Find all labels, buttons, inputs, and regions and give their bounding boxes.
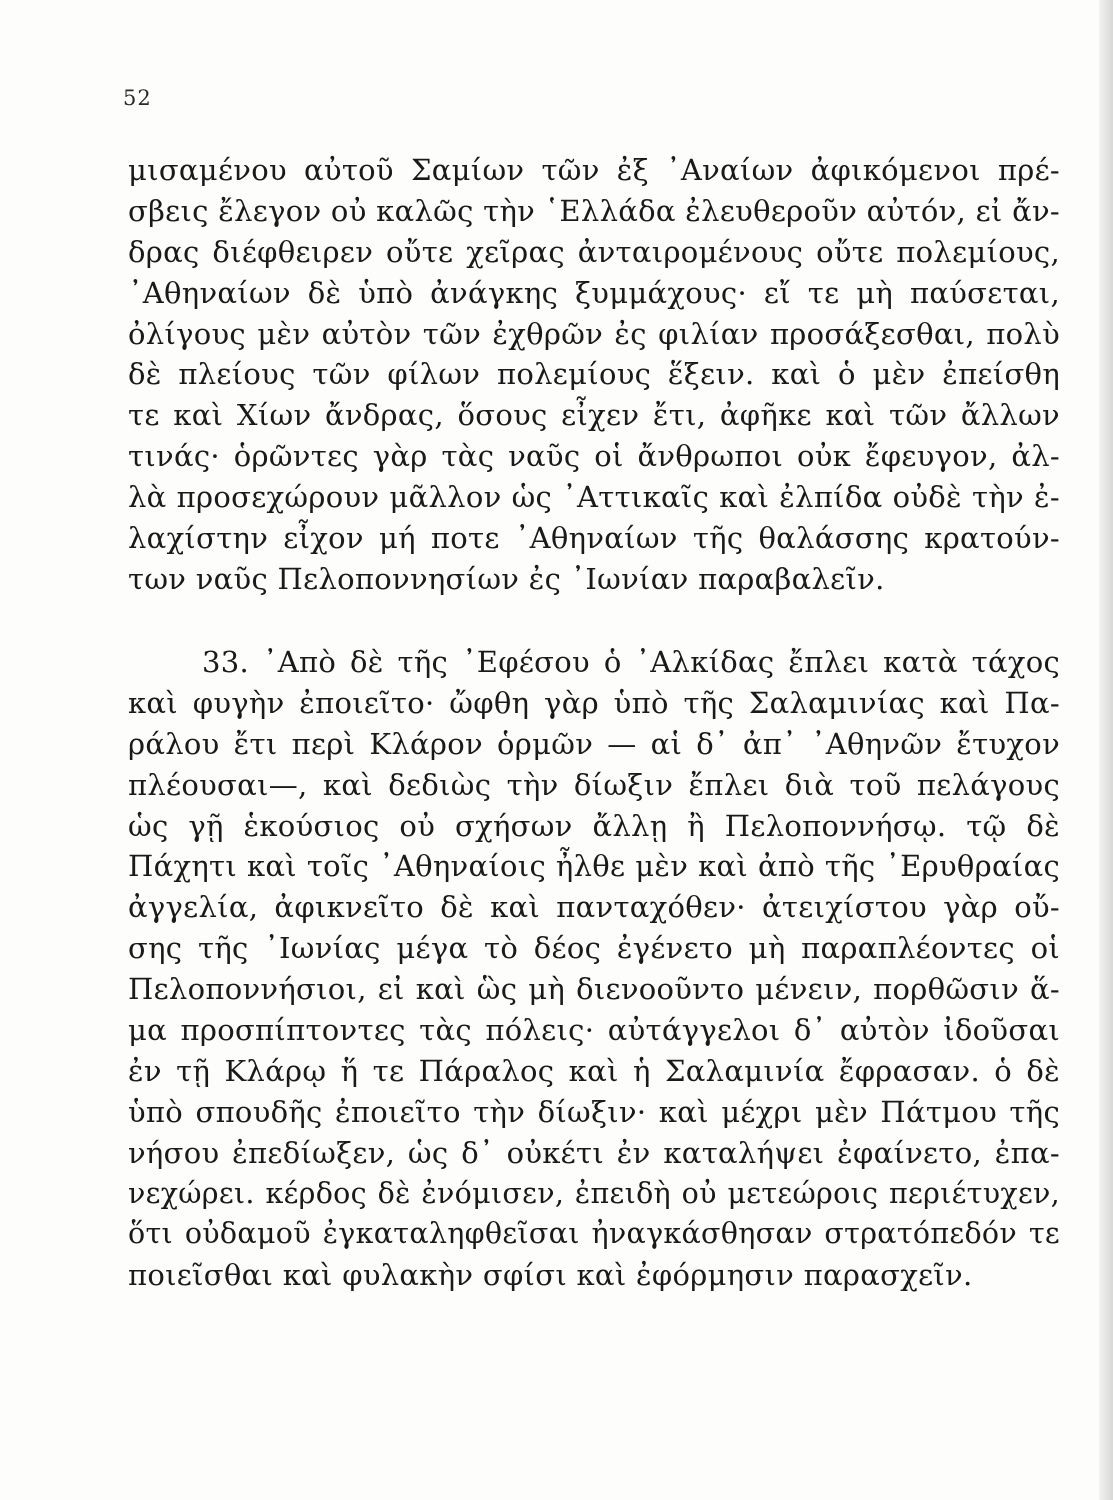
text-line: μα προσπίπτοντες τὰς πόλεις· αὐτάγγελοι δ᾿ αὐτὸν ἰδοῦσαι	[128, 1013, 1060, 1048]
paragraph-2	[128, 642, 1060, 1296]
text-line: νήσου ἐπεδίωξεν, ὡς δ᾿ οὐκέτι ἐν καταλήψει ἐφαίνετο, ἐπα-	[128, 1135, 1060, 1170]
text-line: ὀλίγους μὲν αὐτὸν τῶν ἐχθρῶν ἐς φιλίαν προσάξεσθαι, πολὺ	[128, 316, 1060, 351]
text-line: 33. ᾿Απὸ δὲ τῆς ᾿Εφέσου ὁ ᾿Αλκίδας ἔπλει κατὰ τάχος	[202, 645, 1060, 679]
text-line: σης τῆς ᾿Ιωνίας μέγα τὸ δέος ἐγένετο μὴ παραπλέοντες οἱ	[128, 931, 1060, 966]
text-line: ὡς γῇ ἑκούσιος οὐ σχήσων ἄλλῃ ἢ Πελοποννήσῳ. τῷ δὲ	[128, 808, 1060, 843]
text-line: σβεις ἔλεγον οὐ καλῶς τὴν ῾Ελλάδα ἐλευθεροῦν αὐτόν, εἰ ἄν-	[128, 193, 1060, 228]
text-line: πλέουσαι—, καὶ δεδιὼς τὴν δίωξιν ἔπλει διὰ τοῦ πελάγους	[128, 767, 1060, 802]
text-line: λαχίστην εἶχον μή ποτε ᾿Αθηναίων τῆς θαλάσσης κρατούν-	[128, 521, 1060, 556]
text-line: μισαμένου αὐτοῦ Σαμίων τῶν ἐξ ᾿Αναίων ἀφικόμενοι πρέ-	[128, 153, 1060, 187]
page-number: 52	[123, 86, 152, 110]
text-line: νεχώρει. κέρδος δὲ ἐνόμισεν, ἐπειδὴ οὐ μετεώροις περιέτυχεν,	[128, 1176, 1060, 1210]
text-line: ράλου ἔτι περὶ Κλάρον ὁρμῶν — αἱ δ᾿ ἀπ᾿ ᾿Αθηνῶν ἔτυχον	[128, 726, 1060, 761]
text-line: ἀγγελία, ἀφικνεῖτο δὲ καὶ πανταχόθεν· ἀτειχίστου γὰρ οὔ-	[128, 890, 1060, 925]
text-line: δρας διέφθειρεν οὔτε χεῖρας ἀνταιρομένους οὔτε πολεμίους,	[128, 234, 1060, 269]
text-line: ᾿Αθηναίων δὲ ὑπὸ ἀνάγκης ξυμμάχους· εἴ τε μὴ παύσεται,	[128, 275, 1060, 310]
text-line: δὲ πλείους τῶν φίλων πολεμίους ἕξειν. καὶ ὁ μὲν ἐπείσθη	[128, 357, 1060, 392]
text-line: λὰ προσεχώρουν μᾶλλον ὡς ᾿Αττικαῖς καὶ ἐλπίδα οὐδὲ τὴν ἐ-	[128, 480, 1060, 515]
text-line: Πελοποννήσιοι, εἰ καὶ ὣς μὴ διενοοῦντο μένειν, πορθῶσιν ἅ-	[128, 972, 1060, 1007]
text-line: Πάχητι καὶ τοῖς ᾿Αθηναίοις ἦλθε μὲν καὶ ἀπὸ τῆς ᾿Ερυθραίας	[128, 849, 1060, 884]
paragraph-1	[128, 150, 1060, 600]
text-line: τε καὶ Χίων ἄνδρας, ὅσους εἶχεν ἔτι, ἀφῆκε καὶ τῶν ἄλλων	[128, 398, 1060, 433]
page-edge-shadow	[1099, 0, 1113, 1500]
text-line: ὑπὸ σπουδῆς ἐποιεῖτο τὴν δίωξιν· καὶ μέχρι μὲν Πάτμου τῆς	[128, 1094, 1060, 1129]
text-line: ἐν τῇ Κλάρῳ ἥ τε Πάραλος καὶ ἡ Σαλαμινία ἔφρασαν. ὁ δὲ	[128, 1053, 1060, 1088]
text-line: των ναῦς Πελοποννησίων ἐς ᾿Ιωνίαν παραβαλεῖν.	[128, 561, 885, 596]
text-line: ποιεῖσθαι καὶ φυλακὴν σφίσι καὶ ἐφόρμησιν παρασχεῖν.	[128, 1258, 973, 1293]
text-line: τινάς· ὁρῶντες γὰρ τὰς ναῦς οἱ ἄνθρωποι οὐκ ἔφευγον, ἀλ-	[128, 439, 1060, 474]
text-line: ὅτι οὐδαμοῦ ἐγκαταληφθεῖσαι ἠναγκάσθησαν στρατόπεδόν τε	[128, 1217, 1060, 1251]
text-line: καὶ φυγὴν ἐποιεῖτο· ὤφθη γὰρ ὑπὸ τῆς Σαλαμινίας καὶ Πα-	[128, 685, 1060, 720]
